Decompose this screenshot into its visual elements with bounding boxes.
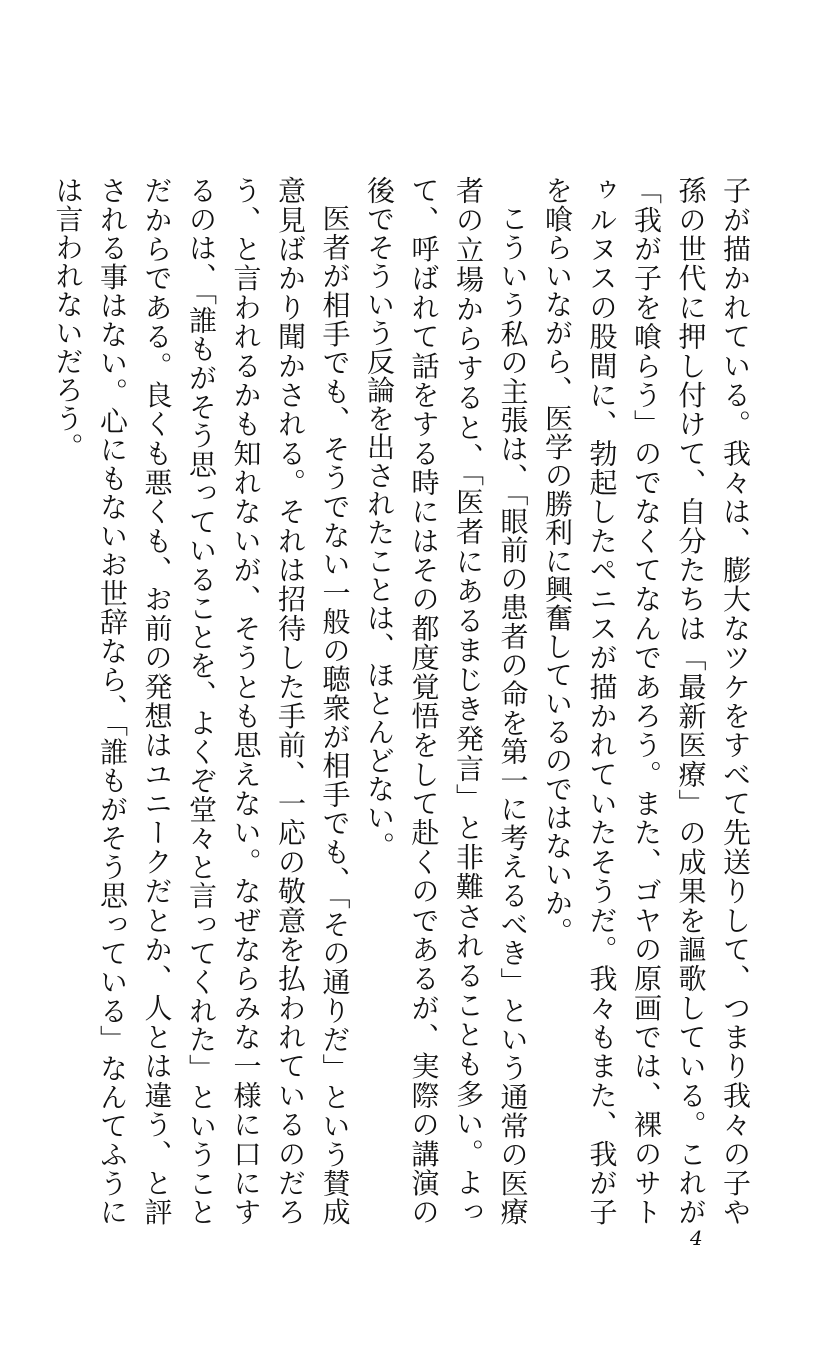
paragraph-1: 子が描かれている。我々は、膨大なツケをすべて先送りして、つまり我々の子や孫の世代に押し付けて、自分たちは「最新医療」の成果を謳歌している。これが「我が子を喰らう」のでなくてなんであろう。また、ゴヤの原画では、裸のサトゥルヌスの股間に、勃起したペニスが描かれていたそうだ。我々もまた、我が子を喰らいながら、医学の勝利に興奮しているのではないか。 [541,176,752,1226]
paragraph-2: こういう私の主張は、「眼前の患者の命を第一に考えるべき」という通常の医療者の立場からすると、「医者にあるまじき発言」と非難されることも多い。よって、呼ばれて話をする時にはその都度覚悟をして赴くのであるが、実際の講演の後でそういう反論を出されたことは、ほとんどない。 [363,176,530,1227]
page-number: 4 [690,1226,703,1250]
vertical-text-body [45,176,757,1226]
paragraph-3: 医者が相手でも、そうでない一般の聴衆が相手でも、「その通りだ」という賛成意見ばかり聞かされる。それは招待した手前、一応の敬意を払われているのだろう、と言われるかも知れないが、そうとも思えない。なぜならみな一様に口にするのは、「誰もがそう思っていることを、よくぞ堂々と言ってくれた」ということだからである。良くも悪くも、お前の発想はユニークだとか、人とは違う、と評される事はない。心にもないお世辞なら、「誰もがそう思っている」なんてふうには言われないだろう。 [51,176,352,1226]
